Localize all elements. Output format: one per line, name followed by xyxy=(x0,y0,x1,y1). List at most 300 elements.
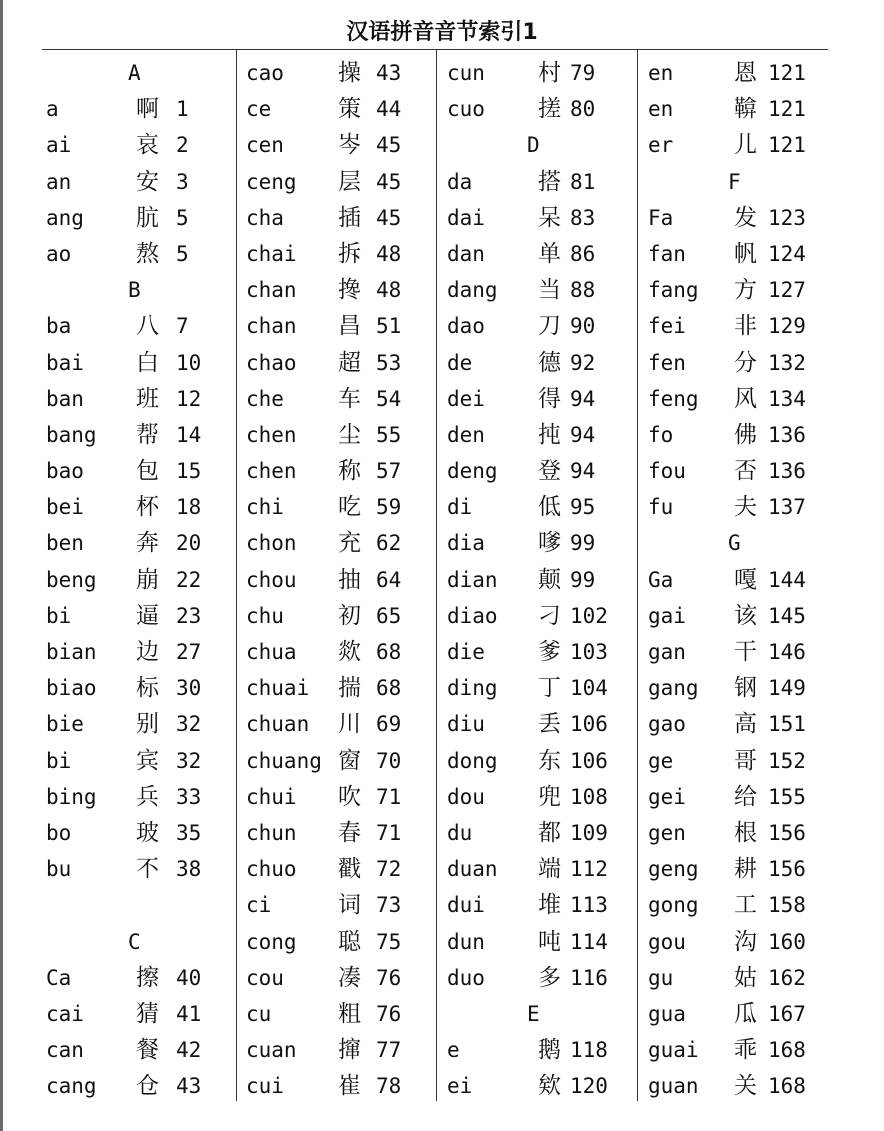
example-character: 春 xyxy=(338,819,361,846)
page-number: 129 xyxy=(768,314,806,339)
index-entry xyxy=(242,815,442,851)
index-entry xyxy=(42,200,242,236)
page-number: 120 xyxy=(570,1074,608,1099)
example-character: 呆 xyxy=(538,204,561,231)
index-entry xyxy=(242,164,442,200)
example-character: 丢 xyxy=(538,711,561,738)
pinyin-syllable: da xyxy=(447,169,473,194)
index-entry xyxy=(644,127,844,163)
example-character: 夫 xyxy=(734,494,757,521)
index-column-2 xyxy=(242,55,442,1104)
index-entry xyxy=(644,200,844,236)
page-number: 18 xyxy=(176,495,202,520)
pinyin-syllable: chi xyxy=(246,495,284,520)
index-entry xyxy=(242,127,442,163)
pinyin-syllable: gan xyxy=(648,640,686,664)
pinyin-syllable: chan xyxy=(246,278,297,303)
page-number: 77 xyxy=(376,1038,402,1063)
page-number: 83 xyxy=(570,205,596,230)
example-character: 白 xyxy=(136,349,159,376)
example-character: 吨 xyxy=(538,928,561,955)
page-title: 汉语拼音音节索引1 xyxy=(346,20,538,45)
index-entry xyxy=(443,525,643,561)
page-number: 45 xyxy=(376,205,402,230)
pinyin-syllable: bang xyxy=(46,422,97,447)
pinyin-syllable: er xyxy=(648,133,674,158)
example-character: 岑 xyxy=(338,132,361,159)
pinyin-syllable: an xyxy=(46,169,72,194)
page-number: 22 xyxy=(176,567,202,592)
pinyin-syllable: chuo xyxy=(246,857,297,882)
pinyin-syllable: chuai xyxy=(246,676,310,701)
example-character: 边 xyxy=(136,639,159,665)
index-entry xyxy=(242,996,442,1032)
example-character: 词 xyxy=(338,892,361,919)
page-number: 146 xyxy=(768,640,806,664)
letter-section-header xyxy=(443,127,643,163)
pinyin-syllable: gao xyxy=(648,712,686,737)
example-character: 熬 xyxy=(136,240,159,267)
pinyin-syllable: bo xyxy=(46,820,72,845)
page-number: 45 xyxy=(376,133,402,158)
example-character: 姑 xyxy=(734,964,757,991)
page-number: 32 xyxy=(176,712,202,737)
index-entry xyxy=(242,562,442,598)
pinyin-syllable: ge xyxy=(648,748,674,773)
page-number: 2 xyxy=(176,133,189,158)
page-number: 167 xyxy=(768,1001,806,1026)
example-character: 多 xyxy=(538,964,561,991)
index-entry xyxy=(42,91,242,127)
index-entry xyxy=(644,272,844,308)
page-number: 71 xyxy=(376,784,402,809)
section-letter: B xyxy=(128,278,141,303)
example-character: 拆 xyxy=(338,240,361,267)
example-character: 别 xyxy=(136,711,159,738)
page-number: 30 xyxy=(176,676,202,701)
pinyin-syllable: ba xyxy=(46,314,72,339)
example-character: 搀 xyxy=(338,277,361,304)
pinyin-syllable: ao xyxy=(46,241,72,266)
pinyin-syllable: bei xyxy=(46,495,84,520)
pinyin-syllable: fang xyxy=(648,278,699,303)
pinyin-syllable: cang xyxy=(46,1074,97,1099)
index-entry xyxy=(42,164,242,200)
pinyin-syllable: chuan xyxy=(246,712,310,737)
example-character: 欸 xyxy=(538,1073,561,1100)
pinyin-syllable: can xyxy=(46,1038,84,1063)
index-entry xyxy=(644,670,844,706)
example-character: 非 xyxy=(734,313,757,340)
pinyin-syllable: chuang xyxy=(246,748,322,773)
page-number: 48 xyxy=(376,241,402,266)
page-number: 78 xyxy=(376,1074,402,1099)
example-character: 初 xyxy=(338,602,361,629)
pinyin-syllable: chai xyxy=(246,241,297,266)
pinyin-syllable: fo xyxy=(648,422,674,447)
page-number: 72 xyxy=(376,857,402,882)
example-character: 嗲 xyxy=(538,530,561,557)
index-entry xyxy=(644,308,844,344)
pinyin-syllable: dai xyxy=(447,205,485,230)
index-entry xyxy=(242,200,442,236)
index-column-3 xyxy=(443,55,643,1104)
index-entry xyxy=(42,1032,242,1068)
index-entry xyxy=(443,924,643,960)
page-number: 76 xyxy=(376,1001,402,1026)
pinyin-syllable: dia xyxy=(447,531,485,556)
pinyin-syllable: chou xyxy=(246,567,297,592)
example-character: 得 xyxy=(538,385,561,412)
example-character: 根 xyxy=(734,819,757,846)
index-entry xyxy=(644,345,844,381)
index-entry xyxy=(443,308,643,344)
pinyin-syllable: fan xyxy=(648,241,686,266)
pinyin-syllable: dei xyxy=(447,386,485,411)
page-number: 5 xyxy=(176,241,189,266)
index-entry xyxy=(443,887,643,923)
example-character: 给 xyxy=(734,783,757,810)
example-character: 钢 xyxy=(734,675,757,702)
example-character: 帆 xyxy=(734,240,757,267)
example-character: 逼 xyxy=(136,602,159,629)
example-character: 吹 xyxy=(338,783,361,810)
index-entry xyxy=(42,815,242,851)
page-left-border xyxy=(0,0,3,1131)
pinyin-syllable: duan xyxy=(447,857,498,882)
example-character: 刁 xyxy=(538,602,561,629)
pinyin-syllable: dui xyxy=(447,893,485,918)
index-entry xyxy=(443,345,643,381)
pinyin-syllable: cui xyxy=(246,1074,284,1099)
index-entry xyxy=(242,55,442,91)
pinyin-syllable: dou xyxy=(447,784,485,809)
index-entry xyxy=(644,851,844,887)
pinyin-syllable: a xyxy=(46,97,59,122)
pinyin-syllable: en xyxy=(648,61,674,85)
pinyin-syllable: chao xyxy=(246,350,297,375)
pinyin-syllable: de xyxy=(447,350,473,375)
index-entry xyxy=(644,1068,844,1104)
index-entry xyxy=(443,779,643,815)
pinyin-syllable: gong xyxy=(648,893,699,918)
index-entry xyxy=(443,1068,643,1104)
index-entry xyxy=(242,525,442,561)
index-entry xyxy=(42,308,242,344)
example-character: 低 xyxy=(538,494,561,521)
pinyin-syllable: gen xyxy=(648,820,686,845)
index-entry xyxy=(242,308,442,344)
index-entry xyxy=(242,1032,442,1068)
page-number: 94 xyxy=(570,459,596,484)
pinyin-syllable: dao xyxy=(447,314,485,339)
index-entry xyxy=(42,417,242,453)
letter-section-header xyxy=(42,272,242,308)
index-entry xyxy=(242,489,442,525)
index-entry xyxy=(42,851,242,887)
pinyin-syllable: cuan xyxy=(246,1038,297,1063)
example-character: 杯 xyxy=(136,494,159,521)
section-letter: G xyxy=(728,531,741,556)
example-character: 兵 xyxy=(136,783,159,810)
index-entry xyxy=(644,634,844,670)
pinyin-syllable: beng xyxy=(46,567,97,592)
pinyin-syllable: biao xyxy=(46,676,97,701)
example-character: 刀 xyxy=(538,313,561,340)
pinyin-syllable: cai xyxy=(46,1001,84,1026)
index-entry xyxy=(242,779,442,815)
example-character: 丁 xyxy=(538,675,561,702)
index-entry xyxy=(644,706,844,742)
example-character: 八 xyxy=(136,313,159,340)
page-number: 20 xyxy=(176,531,202,556)
example-character: 当 xyxy=(538,277,561,304)
index-entry xyxy=(443,381,643,417)
example-character: 高 xyxy=(734,711,757,738)
pinyin-syllable: bian xyxy=(46,640,97,664)
index-entry xyxy=(644,417,844,453)
pinyin-syllable: Fa xyxy=(648,205,674,230)
example-character: 颠 xyxy=(538,566,561,593)
example-character: 包 xyxy=(136,458,159,485)
index-entry xyxy=(644,924,844,960)
index-entry xyxy=(443,164,643,200)
index-entry xyxy=(42,345,242,381)
example-character: 否 xyxy=(734,458,757,485)
pinyin-syllable: diao xyxy=(447,603,498,628)
pinyin-syllable: e xyxy=(447,1038,460,1063)
index-entry xyxy=(443,706,643,742)
pinyin-syllable: Ca xyxy=(46,965,72,990)
example-character: 车 xyxy=(338,385,361,412)
index-entry xyxy=(42,634,242,670)
pinyin-syllable: cuo xyxy=(447,97,485,122)
pinyin-syllable: gu xyxy=(648,965,674,990)
example-character: 兜 xyxy=(538,783,561,810)
example-character: 爹 xyxy=(538,639,561,665)
page-number: 144 xyxy=(768,567,806,592)
index-entry xyxy=(242,634,442,670)
index-entry xyxy=(644,887,844,923)
page-number: 158 xyxy=(768,893,806,918)
example-character: 鞥 xyxy=(734,96,757,123)
pinyin-syllable: cen xyxy=(246,133,284,158)
example-character: 搓 xyxy=(538,96,561,123)
pinyin-syllable: cun xyxy=(447,61,485,85)
page-number: 132 xyxy=(768,350,806,375)
pinyin-syllable: chen xyxy=(246,422,297,447)
page-number: 136 xyxy=(768,459,806,484)
page-number: 112 xyxy=(570,857,608,882)
example-character: 该 xyxy=(734,602,757,629)
example-character: 欻 xyxy=(338,639,361,665)
page-number: 10 xyxy=(176,350,202,375)
page-number: 106 xyxy=(570,712,608,737)
example-character: 东 xyxy=(538,747,561,774)
index-entry xyxy=(242,345,442,381)
example-character: 操 xyxy=(338,60,361,86)
example-character: 崩 xyxy=(136,566,159,593)
index-entry xyxy=(443,272,643,308)
page-number: 54 xyxy=(376,386,402,411)
index-entry xyxy=(242,453,442,489)
page-number: 57 xyxy=(376,459,402,484)
index-entry xyxy=(242,91,442,127)
example-character: 揣 xyxy=(338,675,361,702)
index-entry xyxy=(644,91,844,127)
index-entry xyxy=(644,815,844,851)
example-character: 都 xyxy=(538,819,561,846)
page-number: 80 xyxy=(570,97,596,122)
page-number: 68 xyxy=(376,640,402,664)
example-character: 玻 xyxy=(136,819,159,846)
letter-section-header xyxy=(644,164,844,200)
example-character: 发 xyxy=(734,204,757,231)
pinyin-syllable: du xyxy=(447,820,473,845)
page-number: 156 xyxy=(768,857,806,882)
page-number: 33 xyxy=(176,784,202,809)
section-letter: D xyxy=(527,133,540,158)
example-character: 川 xyxy=(338,711,361,738)
index-entry xyxy=(42,453,242,489)
page-number: 92 xyxy=(570,350,596,375)
example-character: 端 xyxy=(538,856,561,883)
pinyin-syllable: ai xyxy=(46,133,72,158)
page-number: 14 xyxy=(176,422,202,447)
pinyin-syllable: chui xyxy=(246,784,297,809)
example-character: 哀 xyxy=(136,132,159,159)
pinyin-syllable: gou xyxy=(648,929,686,954)
index-entry xyxy=(42,743,242,779)
page-number: 38 xyxy=(176,857,202,882)
page-number: 73 xyxy=(376,893,402,918)
example-character: 德 xyxy=(538,349,561,376)
pinyin-syllable: fen xyxy=(648,350,686,375)
page-number: 43 xyxy=(176,1074,202,1099)
page-number: 64 xyxy=(376,567,402,592)
page-number: 45 xyxy=(376,169,402,194)
page-number: 168 xyxy=(768,1038,806,1063)
example-character: 干 xyxy=(734,639,757,665)
index-entry xyxy=(242,743,442,779)
page-number: 69 xyxy=(376,712,402,737)
example-character: 凑 xyxy=(338,964,361,991)
index-entry xyxy=(644,779,844,815)
pinyin-syllable: gai xyxy=(648,603,686,628)
pinyin-syllable: gei xyxy=(648,784,686,809)
index-entry xyxy=(42,525,242,561)
example-character: 工 xyxy=(734,892,757,919)
index-entry xyxy=(242,417,442,453)
letter-section-header xyxy=(42,55,242,91)
index-entry xyxy=(644,598,844,634)
example-character: 班 xyxy=(136,385,159,412)
pinyin-syllable: duo xyxy=(447,965,485,990)
page-number: 48 xyxy=(376,278,402,303)
pinyin-syllable: fu xyxy=(648,495,674,520)
page-number: 79 xyxy=(570,61,596,85)
index-entry xyxy=(242,236,442,272)
index-entry xyxy=(443,743,643,779)
index-entry xyxy=(242,272,442,308)
section-letter: E xyxy=(527,1001,540,1026)
pinyin-syllable: ding xyxy=(447,676,498,701)
pinyin-syllable: den xyxy=(447,422,485,447)
pinyin-syllable: chon xyxy=(246,531,297,556)
pinyin-syllable: guan xyxy=(648,1074,699,1099)
page-number: 103 xyxy=(570,640,608,664)
page-number: 81 xyxy=(570,169,596,194)
example-character: 尘 xyxy=(338,421,361,448)
pinyin-syllable: ban xyxy=(46,386,84,411)
page-number: 114 xyxy=(570,929,608,954)
example-character: 昌 xyxy=(338,313,361,340)
index-entry xyxy=(644,562,844,598)
example-character: 单 xyxy=(538,240,561,267)
example-character: 搭 xyxy=(538,168,561,195)
example-character: 仓 xyxy=(136,1073,159,1100)
pinyin-syllable: cha xyxy=(246,205,284,230)
page-number: 53 xyxy=(376,350,402,375)
pinyin-syllable: dan xyxy=(447,241,485,266)
index-column-1 xyxy=(42,55,242,1104)
index-entry xyxy=(42,960,242,996)
pinyin-syllable: dun xyxy=(447,929,485,954)
example-character: 标 xyxy=(136,675,159,702)
pinyin-syllable: diu xyxy=(447,712,485,737)
index-entry xyxy=(42,562,242,598)
pinyin-syllable: bie xyxy=(46,712,84,737)
page-number: 23 xyxy=(176,603,202,628)
example-character: 撺 xyxy=(338,1037,361,1064)
page-number: 104 xyxy=(570,676,608,701)
page-number: 134 xyxy=(768,386,806,411)
page-number: 95 xyxy=(570,495,596,520)
example-character: 崔 xyxy=(338,1073,361,1100)
page-number: 137 xyxy=(768,495,806,520)
index-entry xyxy=(443,236,643,272)
index-entry xyxy=(443,417,643,453)
section-letter: F xyxy=(728,169,741,194)
example-character: 风 xyxy=(734,385,757,412)
pinyin-syllable: chua xyxy=(246,640,297,664)
index-entry xyxy=(242,960,442,996)
pinyin-syllable: dong xyxy=(447,748,498,773)
example-character: 乖 xyxy=(734,1037,757,1064)
index-entry xyxy=(242,706,442,742)
page-number: 156 xyxy=(768,820,806,845)
index-entry xyxy=(644,236,844,272)
page-number: 151 xyxy=(768,712,806,737)
index-entry xyxy=(242,670,442,706)
page-number: 27 xyxy=(176,640,202,664)
index-entry xyxy=(644,743,844,779)
index-entry xyxy=(42,670,242,706)
pinyin-syllable: bi xyxy=(46,603,72,628)
page-number: 162 xyxy=(768,965,806,990)
pinyin-syllable: bing xyxy=(46,784,97,809)
pinyin-syllable: en xyxy=(648,97,674,122)
pinyin-syllable: che xyxy=(246,386,284,411)
index-entry xyxy=(443,200,643,236)
index-entry xyxy=(42,236,242,272)
example-character: 扽 xyxy=(538,421,561,448)
page-number: 160 xyxy=(768,929,806,954)
index-entry xyxy=(443,489,643,525)
pinyin-syllable: gua xyxy=(648,1001,686,1026)
index-entry xyxy=(42,381,242,417)
page-number: 90 xyxy=(570,314,596,339)
